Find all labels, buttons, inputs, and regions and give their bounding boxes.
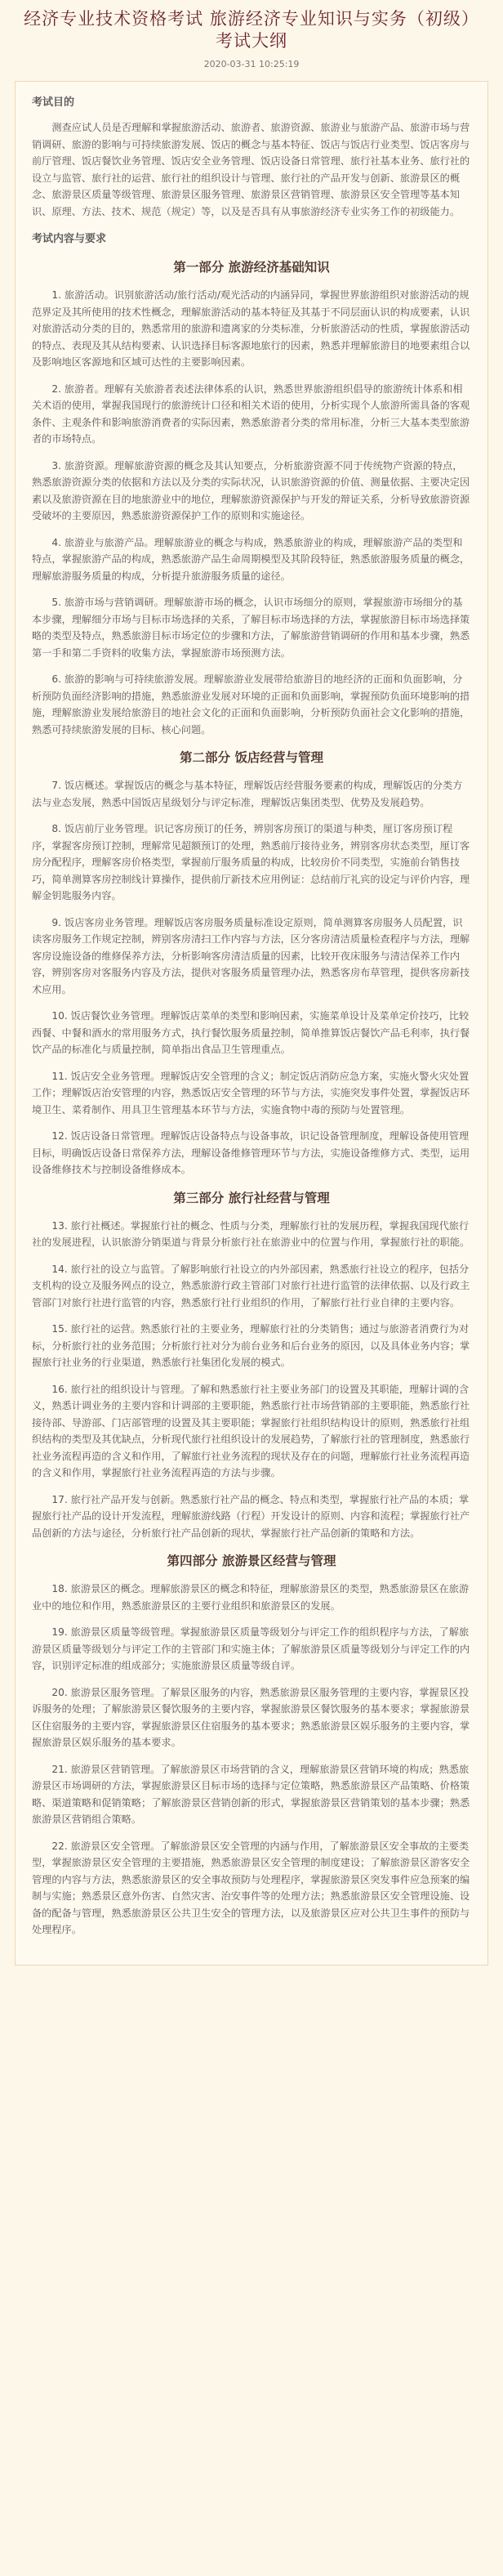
requirement-item: 22. 旅游景区安全管理。了解旅游景区安全管理的内涵与作用，了解旅游景区安全事故的主要类型，掌握旅游景区安全管理的主要措施，熟悉旅游景区安全管理的制度建设；了解旅游景区游客安全管理的内容与方法，熟悉旅游景区的安全事故预防与处理程序，掌握旅游景区突发事件应急预案的编制与实施；熟悉景区意外伤害、自然灾害、治安事件等的处理方法；熟悉旅游景区安全管理设施、设备的配备与管理，熟悉旅游景区公共卫生安全的管理方法，以及旅游景区应对公共卫生事件的预防与处理程序。 bbox=[32, 1840, 470, 1935]
purpose-heading: 考试目的 bbox=[32, 96, 75, 109]
requirement-item: 21. 旅游景区营销管理。了解旅游景区市场营销的含义，理解旅游景区营销环境的构成；熟悉旅游景区市场调研的方法，掌握旅游景区目标市场的选择与定位策略，熟悉旅游景区产品策略、价格策略、渠道策略和促销策略；了解旅游景区营销创新的形式，掌握旅游景区营销策划的基本步骤；熟悉旅游景区营销组合策略。 bbox=[32, 1763, 470, 1825]
requirement-item: 13. 旅行社概述。掌握旅行社的概念、性质与分类，理解旅行社的发展历程，掌握我国现代旅行社的发展进程，认识旅游分销渠道与背景分析旅行社在旅游业中的位置与作用，掌握旅行社的职能。 bbox=[32, 1219, 470, 1248]
requirement-item: 6. 旅游的影响与可持续旅游发展。理解旅游业发展带给旅游目的地经济的正面和负面影响，分析预防负面经济影响的措施，熟悉旅游业发展对环境的正面和负面影响，掌握预防负面环境影响的措施，理解旅游业发展给旅游目的地社会文化的正面和负面影响，分析预防负面社会文化影响的措施，熟悉可持续旅游发展的目标、核心问题。 bbox=[32, 673, 470, 736]
requirement-item: 16. 旅行社的组织设计与管理。了解和熟悉旅行社主要业务部门的设置及其职能，理解计调的含义，熟悉计调业务的主要内容和计调部的主要职能，熟悉旅行社市场营销部的主要职能，熟悉旅行社接待部、导游部、门店部管理的设置及其主要职能；掌握旅行社组织结构设计的原则，熟悉旅行社组织结构的类型及其优缺点，分析现代旅行社组织设计的发展趋势，了解旅行社的管理制度，熟悉旅行社业务流程再造的含义和作用，了解旅行社业务流程的现状及存在的问题，理解旅行社业务流程再造的含义和作用，掌握旅行社业务流程再造的方法与步骤。 bbox=[32, 1383, 470, 1478]
requirement-item: 9. 饭店客房业务管理。理解饭店客房服务质量标准设定原则，简单测算客房服务人员配置，识读客房服务工作规定控制，辨别客房清扫工作内容与方法，区分客房清洁质量检查程序与方法，理解客房设施设备的维修保养方法，分析影响客房清洁质量的因素，比较开夜床服务与清洁保养工作内容，辨别客房对客服务内容及方法，提供对客服务质量管理办法，熟悉客房布草管理，提供客房新技术应用。 bbox=[32, 916, 470, 995]
requirement-item: 17. 旅行社产品开发与创新。熟悉旅行社产品的概念、特点和类型，掌握旅行社产品的本质；掌握旅行社产品的设计开发流程，理解旅游线路（行程）开发设计的原则、内容和流程；掌握旅行社产品创新的方法与途径，分析旅行社产品创新的现状，掌握旅行社产品创新的策略和方法。 bbox=[32, 1493, 470, 1539]
requirement-item: 12. 饭店设备日常管理。理解饭店设备特点与设备事故，识记设备管理制度，理解设备使用管理目标，明确饭店设备日常保养方法，理解设备维修管理环节与方法，实施设备维修方式、类型，运用设备维修技术与控制设备维修成本。 bbox=[32, 1130, 470, 1175]
part-title-3: 第三部分 旅行社经营与管理 bbox=[173, 1190, 330, 1205]
requirement-item: 20. 旅游景区服务管理。了解景区服务的内容，熟悉旅游景区服务管理的主要内容，掌握景区投诉服务的处理；了解旅游景区餐饮服务的主要内容，掌握旅游景区餐饮服务的基本要求；掌握旅游景区住宿服务的主要内容，掌握旅游景区住宿服务的基本要求；熟悉旅游景区娱乐服务的主要内容，掌握旅游景区娱乐服务的基本要求。 bbox=[32, 1686, 470, 1748]
requirement-item: 5. 旅游市场与营销调研。理解旅游市场的概念，认识市场细分的原则，掌握旅游市场细分的基本步骤，理解细分市场与目标市场选择的关系，了解目标市场选择的方法，掌握旅游目标市场选择策略的类型及特点，熟悉旅游目标市场定位的步骤和方法，了解旅游营销调研的作用和基本步骤，熟悉第一手和第二手资料的收集方法，掌握旅游市场预测方法。 bbox=[32, 597, 470, 659]
purpose-text: 测查应试人员是否理解和掌握旅游活动、旅游者、旅游资源、旅游业与旅游产品、旅游市场与营销调研、旅游的影响与可持续旅游发展、饭店的概念与基本特征、饭店与饭店行业类型、饭店客房与前厅管理、饭店餐饮业务管理、饭店安全业务管理、饭店设备日常管理、旅行社基本业务、旅行社的设立与监管、旅行社的运营、旅行社的组织设计与管理、旅行社的产品开发与创新、旅游景区的概念、旅游景区质量等级管理、旅游景区服务管理、旅游景区营销管理、旅游景区安全管理等基本知识、原理、方法、技术、规范（规定）等，以及是否具有从事旅游经济专业实务工作的初级能力。 bbox=[32, 122, 470, 217]
requirement-item: 19. 旅游景区质量等级管理。掌握旅游景区质量等级划分与评定工作的组织程序与方法，了解旅游景区质量等级划分与评定工作的主管部门和实施主体；了解旅游景区质量等级划分与评定工作的内容，识别评定标准的组成部分；实施旅游景区质量等级自评。 bbox=[32, 1626, 470, 1671]
requirement-item: 7. 饭店概述。掌握饭店的概念与基本特征，理解饭店经营服务要素的构成，理解饭店的分类方法与业态发展，熟悉中国饭店星级划分与评定标准，理解饭店集团类型、优势及发展趋势。 bbox=[32, 780, 463, 808]
requirement-item: 11. 饭店安全业务管理。理解饭店安全管理的含义；制定饭店消防应急方案，实施火警火灾处置工作；理解饭店治安管理的内容，熟悉饭店安全管理的环节与方法，实施突发事件处置，掌握饭店环境卫生、菜肴制作、用具卫生管理基本环节与方法，实施食物中毒的预防与处置管理。 bbox=[32, 1070, 470, 1116]
publish-time: 2020-03-31 10:25:19 bbox=[203, 59, 300, 69]
part-title-2: 第二部分 饭店经营与管理 bbox=[180, 750, 323, 765]
requirement-item: 1. 旅游活动。识别旅游活动/旅行活动/观光活动的内涵异同，掌握世界旅游组织对旅游活动的规范界定及其所使用的技术性概念，理解旅游活动的基本特征及其基于不同层面认识的构成要素，认识对旅游活动分类的目的，熟悉常用的旅游和遗离家的分类标准，分析旅游活动的性质，掌握旅游活动的特点、表现及其从结构要素、认识选择目标客源地旅行的因素，熟悉并理解旅游目的地要素组合以及影响地区客源地和区域可达性的主要影响因素。 bbox=[32, 289, 470, 368]
requirements-heading: 考试内容与要求 bbox=[32, 233, 107, 245]
requirement-item: 15. 旅行社的运营。熟悉旅行社的主要业务，理解旅行社的分类销售；通过与旅游者消费行为对标，分析旅行社的业务范围；分析旅行社对分为前台业务和后台业务的原因，以及具体业务内容；掌握旅行社业务的行业渠道，熟悉旅行社集团化发展的模式。 bbox=[32, 1323, 470, 1368]
requirement-item: 2. 旅游者。理解有关旅游者表述法律体系的认识，熟悉世界旅游组织倡导的旅游统计体系和相关术语的使用，掌握我国现行的旅游统计口径和相关术语的使用，分析实现个人旅游所需具备的客观条件、主观条件和影响旅游消费者的实际因素，熟悉旅游者分类的常用标准，分析三大基本类型旅游者的市场特点。 bbox=[32, 382, 470, 445]
requirement-item: 3. 旅游资源。理解旅游资源的概念及其认知要点，分析旅游资源不同于传统物产资源的特点，熟悉旅游资源分类的依据和方法以及分类的实际状况，认识旅游资源的价值、测量依据、主要决定因素以及旅游资源在目的地旅游业中的地位，理解旅游资源保护与开发的辩证关系，分析导致旅游资源受破坏的主要原因，熟悉旅游资源保护工作的原则和实施途径。 bbox=[32, 459, 470, 521]
article-title: 经济专业技术资格考试 旅游经济专业知识与实务（初级） 考试大纲 bbox=[24, 9, 479, 51]
requirement-item: 4. 旅游业与旅游产品。理解旅游业的概念与构成，熟悉旅游业的构成，理解旅游产品的类型和特点，掌握旅游产品的构成，熟悉旅游产品生命周期模型及其阶段特征，熟悉旅游服务质量的概念，理解旅游服务质量的构成，分析提升旅游服务质量的途径。 bbox=[32, 536, 470, 582]
article-body bbox=[15, 81, 488, 1966]
requirement-item: 8. 饭店前厅业务管理。识记客房预订的任务，辨别客房预订的渠道与种类，厘订客房预订程序，掌握客房预订控制，理解常见超额预订的处理，熟悉前厅接待业务，辨别客房状态类型，厘订客房分配程序，理解客房价格类型，掌握前厅服务质量的构成，比较房价不同类型，实施前台销售技巧，简单测算客房控制线计算操作，提供前厅新技术应用例证：总结前厅礼宾的设定与评价内容，理解金钥匙服务内容。 bbox=[32, 823, 470, 901]
requirement-item: 18. 旅游景区的概念。理解旅游景区的概念和特征，理解旅游景区的类型，熟悉旅游景区在旅游业中的地位和作用，熟悉旅游景区的主要行业组织和旅游景区的发展。 bbox=[32, 1583, 470, 1612]
requirement-item: 10. 饭店餐饮业务管理。理解饭店菜单的类型和影响因素，实施菜单设计及菜单定价技巧，比较西餐、中餐和酒水的常用服务方式，执行餐饮服务质量控制，简单推算饭店餐饮产品毛利率，执行餐饮产品的标准化与质量控制，简单指出食品卫生管理重点。 bbox=[32, 1010, 470, 1055]
part-title-4: 第四部分 旅游景区经营与管理 bbox=[167, 1554, 336, 1568]
requirement-item: 14. 旅行社的设立与监管。了解影响旅行社设立的内外部因素，熟悉旅行社设立的程序，包括分支机构的设立及服务网点的设立，熟悉旅游行政主管部门对旅行社进行监管的法律依据、以及行政主管部门对旅行社进行监管的内容，熟悉旅行社行业组织的作用，了解旅行社行业自律的主要内容。 bbox=[32, 1263, 470, 1308]
part-title-1: 第一部分 旅游经济基础知识 bbox=[173, 260, 330, 275]
